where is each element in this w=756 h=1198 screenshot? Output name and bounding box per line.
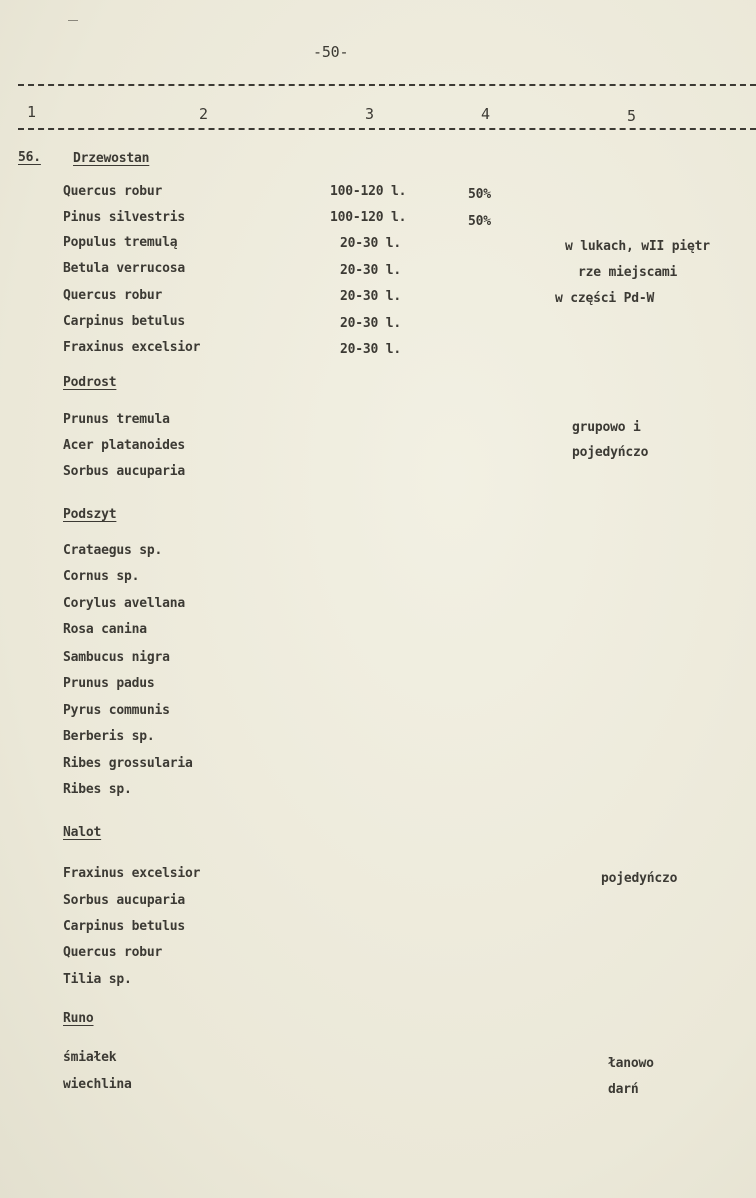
list-item: Acer platanoides — [63, 438, 186, 453]
species-name: Quercus robur — [63, 184, 163, 199]
column-header-4: 4 — [481, 105, 490, 123]
occurrence-note: darń — [608, 1082, 639, 1097]
occurrence-note: pojedyńczo — [601, 871, 678, 886]
species-name: Quercus robur — [63, 288, 163, 303]
species-name: Betula verrucosa — [63, 261, 186, 276]
list-item: Ribes grossularia — [63, 756, 193, 771]
list-item: Pyrus communis — [63, 703, 170, 718]
list-item: Prunus tremula — [63, 412, 170, 427]
list-item: Berberis sp. — [63, 729, 155, 744]
list-item: Fraxinus excelsior — [63, 866, 201, 881]
occurrence-note: łanowo — [608, 1056, 654, 1071]
share-percent: 50% — [468, 187, 491, 202]
share-percent: 50% — [468, 214, 491, 229]
column-header-5: 5 — [627, 107, 636, 125]
age-range: 20-30 l. — [340, 316, 402, 331]
occurrence-note: pojedyńczo — [572, 445, 649, 460]
list-item: Quercus robur — [63, 945, 163, 960]
nalot-heading: Nalot — [63, 825, 102, 840]
list-item: wiechlina — [63, 1077, 132, 1092]
section-number: 56. — [18, 150, 41, 165]
list-item: Rosa canina — [63, 622, 147, 637]
column-header-3: 3 — [365, 105, 374, 123]
list-item: Crataegus sp. — [63, 543, 163, 558]
runo-heading: Runo — [63, 1011, 94, 1026]
list-item: Corylus avellana — [63, 596, 186, 611]
podszyt-heading: Podszyt — [63, 507, 117, 522]
list-item: Sorbus aucuparia — [63, 893, 186, 908]
list-item: Sorbus aucuparia — [63, 464, 186, 479]
habitat-note: rze miejscami — [578, 265, 678, 280]
scan-mark — [68, 20, 78, 21]
list-item: Sambucus nigra — [63, 650, 170, 665]
page-number: -50- — [313, 43, 349, 61]
age-range: 20-30 l. — [340, 263, 402, 278]
header-top-rule — [18, 84, 756, 86]
occurrence-note: grupowo i — [572, 420, 641, 435]
list-item: Cornus sp. — [63, 569, 140, 584]
species-name: Carpinus betulus — [63, 314, 186, 329]
habitat-note: w części Pd-W — [555, 291, 655, 306]
species-name: Fraxinus excelsior — [63, 340, 201, 355]
list-item: Tilia sp. — [63, 972, 132, 987]
species-name: Pinus silvestris — [63, 210, 186, 225]
list-item: Carpinus betulus — [63, 919, 186, 934]
column-header-2: 2 — [199, 105, 208, 123]
list-item: Prunus padus — [63, 676, 155, 691]
list-item: śmiałek — [63, 1050, 117, 1065]
age-range: 100-120 l. — [330, 184, 407, 199]
species-name: Populus tremulą — [63, 235, 178, 250]
column-header-1: 1 — [27, 103, 36, 121]
age-range: 100-120 l. — [330, 210, 407, 225]
header-bottom-rule — [18, 128, 756, 130]
age-range: 20-30 l. — [340, 236, 402, 251]
age-range: 20-30 l. — [340, 342, 402, 357]
section-title: Drzewostan — [73, 151, 150, 166]
habitat-note: w lukach, wII piętr — [565, 239, 710, 254]
age-range: 20-30 l. — [340, 289, 402, 304]
list-item: Ribes sp. — [63, 782, 132, 797]
podrost-heading: Podrost — [63, 375, 117, 390]
